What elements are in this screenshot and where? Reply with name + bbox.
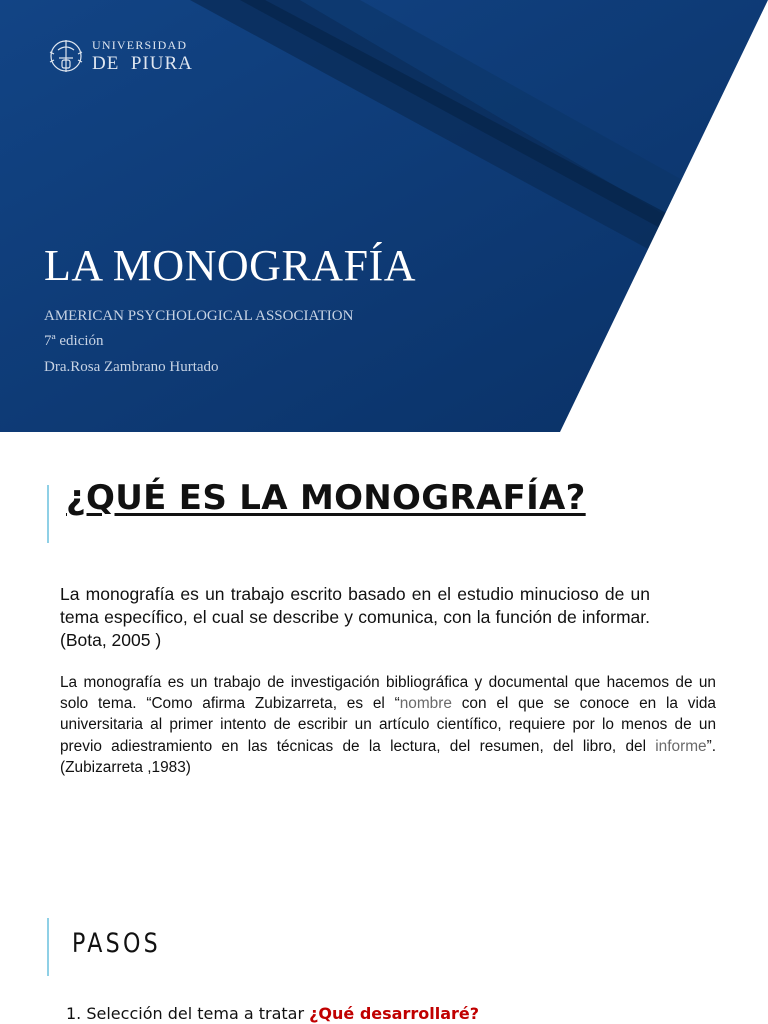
step-question: ¿Qué desarrollaré? <box>309 1004 480 1023</box>
step-item-1 <box>66 1004 479 1023</box>
highlighted-word-informe: informe <box>655 737 707 755</box>
university-logo <box>48 32 193 80</box>
paragraph-2-part-1: La monografía es un trabajo de investigación bibliográfica y documental que hacemos de un solo tema. “Como afirma Zubizarreta, es el “ <box>60 674 716 713</box>
steps-accent-bar <box>47 918 49 976</box>
paragraph-2-part-3: ”. (Zubizarreta ,1983) <box>60 737 716 776</box>
subtitle-edition: 7ª edición <box>44 333 104 349</box>
definition-heading: ¿QUÉ ES LA MONOGRAFÍA? <box>66 478 586 518</box>
paragraph-2-part-2: con el que se conoce en la vida universitaria al primer intento de escribir un artículo científico, requiere por lo menos de un previo adiestramiento en las técnicas de la lectura, del resumen, del libro, del <box>60 695 716 755</box>
step-number: 1. <box>66 1004 82 1023</box>
title-slide <box>0 0 768 432</box>
logo-line2: DE PIURA <box>92 53 193 74</box>
subtitle-apa: AMERICAN PSYCHOLOGICAL ASSOCIATION <box>44 308 354 324</box>
logo-line1: UNIVERSIDAD <box>92 38 188 52</box>
title-accent-bar <box>47 485 49 543</box>
title-slide-heading: LA MONOGRAFÍA <box>44 241 416 290</box>
definition-paragraph-2 <box>60 672 716 778</box>
author-name: Dra.Rosa Zambrano Hurtado <box>44 359 219 375</box>
definition-paragraph-1: La monografía es un trabajo escrito basado en el estudio minucioso de un tema específico, el cual se describe y comunica, con la función de informar. (Bota, 2005 ) <box>60 584 650 650</box>
step-text: Selección del tema a tratar <box>86 1004 310 1023</box>
university-crest-icon <box>48 32 84 80</box>
steps-heading: PASOS <box>72 928 162 959</box>
highlighted-word-nombre: nombre <box>399 695 452 713</box>
